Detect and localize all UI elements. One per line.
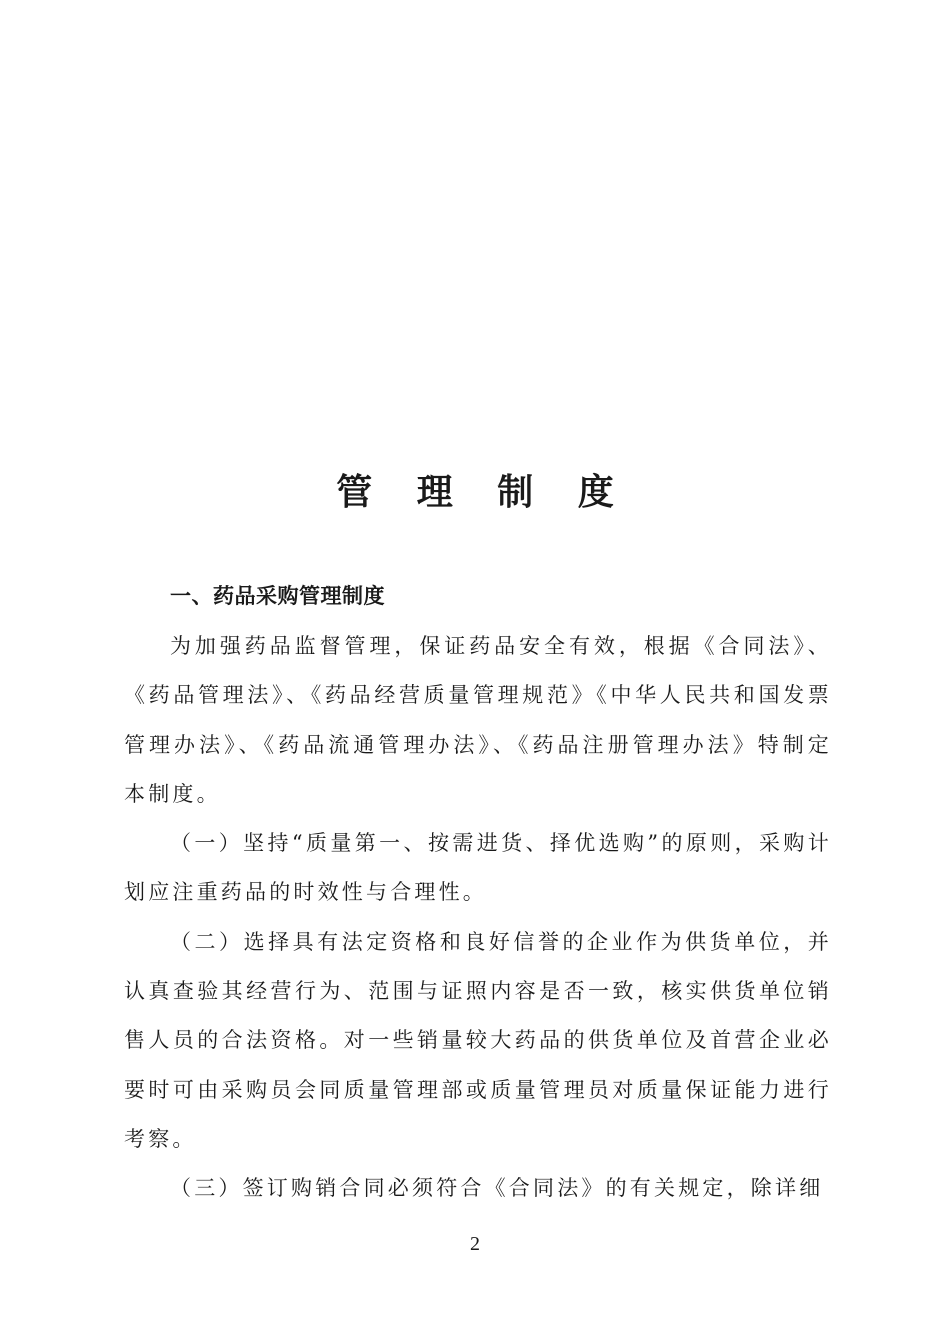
body-text xyxy=(124,622,832,1214)
paragraph-intro: 为加强药品监督管理，保证药品安全有效，根据《合同法》、《药品管理法》、《药品经营质量管理规范》《中华人民共和国发票管理办法》、《药品流通管理办法》、《药品注册管理办法》特制定本制度。 xyxy=(124,634,832,806)
paragraph-item-2: （二）选择具有法定资格和良好信誉的企业作为供货单位，并认真查验其经营行为、范围与证照内容是否一致，核实供货单位销售人员的合法资格。对一些销量较大药品的供货单位及首营企业必要时可由采购员会同质量管理部或质量管理员对质量保证能力进行考察。 xyxy=(124,929,832,1151)
paragraph-item-1: （一）坚持“质量第一、按需进货、择优选购”的原则，采购计划应注重药品的时效性与合理性。 xyxy=(124,831,832,905)
section-heading: 一、药品采购管理制度 xyxy=(170,584,385,608)
paragraph-item-3: （三）签订购销合同必须符合《合同法》的有关规定，除详细 xyxy=(170,1176,824,1201)
page-number: 2 xyxy=(470,1233,480,1255)
page-title: 管 理 制 度 xyxy=(336,471,630,513)
